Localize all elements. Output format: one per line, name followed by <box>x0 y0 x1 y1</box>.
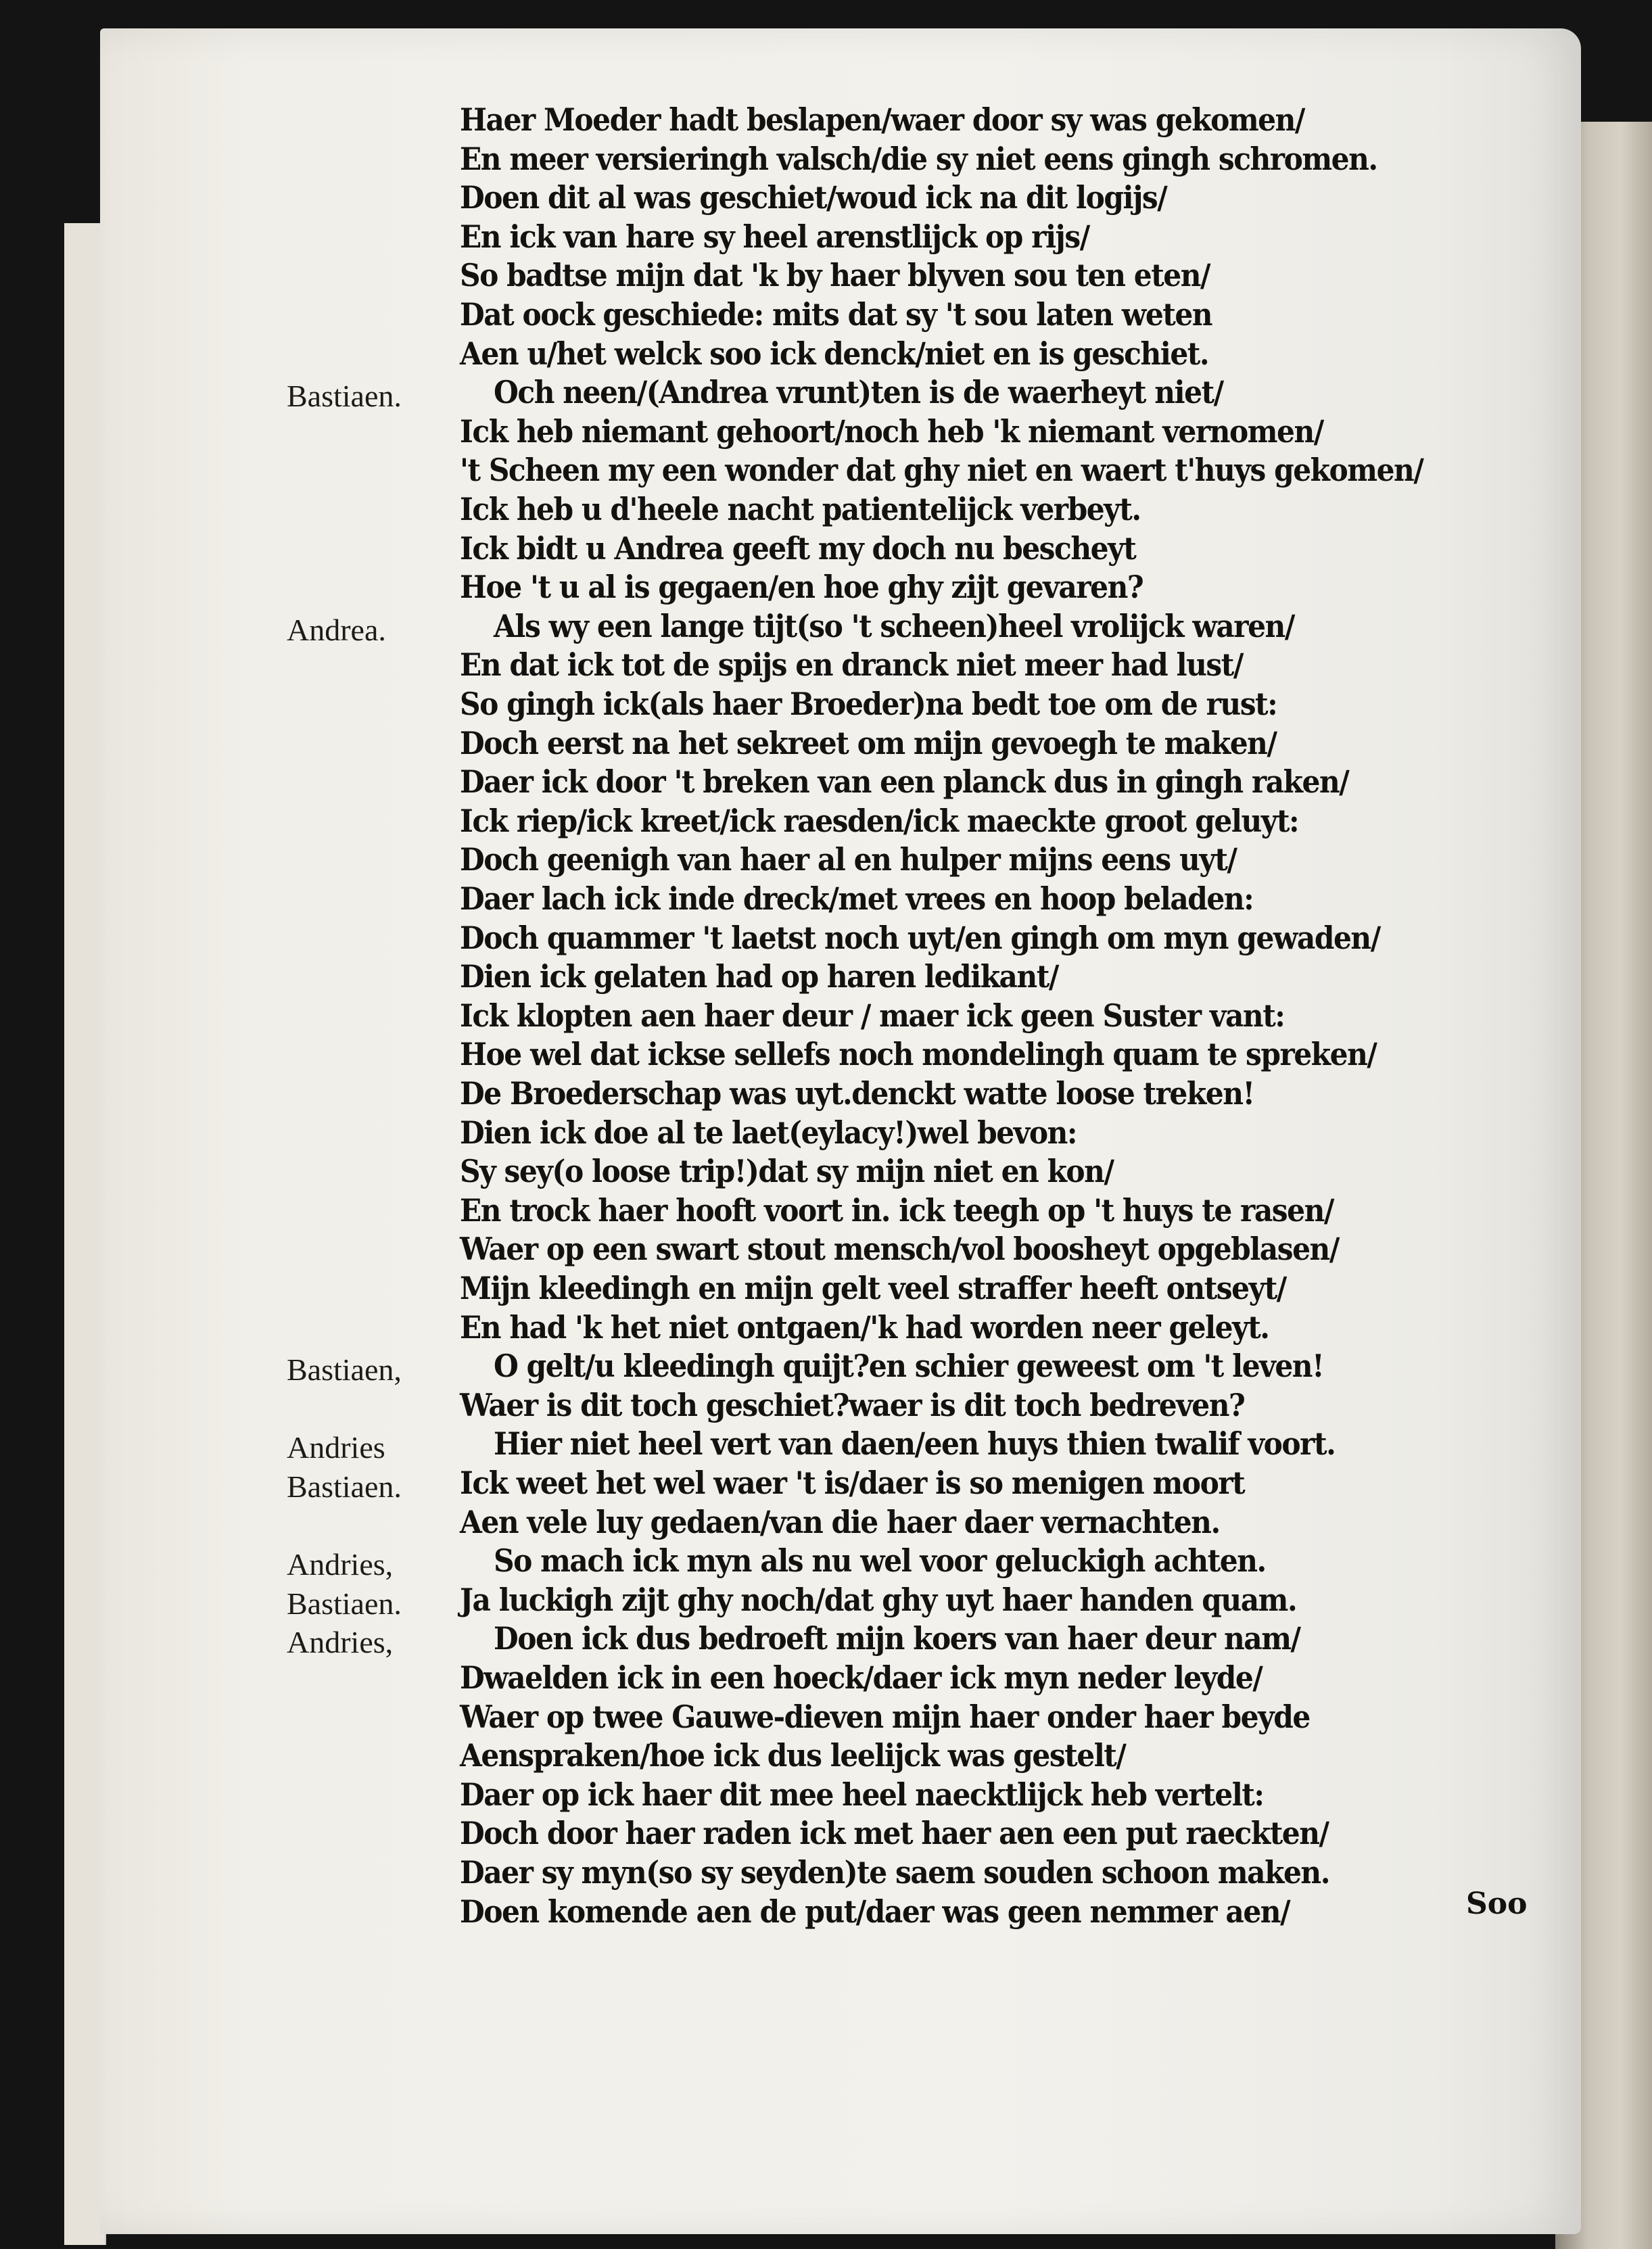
verse-line: De Broederschap was uyt.denckt watte loose treken! <box>460 1075 1254 1112</box>
verse-line: Hier niet heel vert van daen/een huys thien twalif voort. <box>494 1425 1336 1463</box>
speaker-name: Bastiaen. <box>287 1469 402 1504</box>
verse-line: Och neen/(Andrea vrunt)ten is de waerheyt niet/ <box>494 374 1223 411</box>
speaker-name: Bastiaen. <box>287 1586 402 1621</box>
verse-line: So gingh ick(als haer Broeder)na bedt toe om de rust: <box>460 686 1277 722</box>
verse-line: Ick klopten aen haer deur / maer ick geen Suster vant: <box>460 997 1285 1034</box>
verse-line: Dat oock geschiede: mits dat sy 't sou laten weten <box>460 296 1212 333</box>
verse-line: 't Scheen my een wonder dat ghy niet en waert t'huys gekomen/ <box>460 452 1423 489</box>
verse-line: En meer versieringh valsch/die sy niet eens gingh schromen. <box>460 140 1377 177</box>
verse-line: Aen u/het welck soo ick denck/niet en is geschiet. <box>460 335 1209 372</box>
verse-line: Ick heb niemant gehoort/noch heb 'k niemant vernomen/ <box>460 412 1323 450</box>
verse-line: O gelt/u kleedingh quijt?en schier geweest om 't leven! <box>494 1348 1324 1385</box>
verse-line: Ick weet het wel waer 't is/daer is so menigen moort <box>460 1465 1245 1501</box>
verse-line: En dat ick tot de spijs en dranck niet meer had lust/ <box>460 646 1243 684</box>
verse-line: Hoe wel dat ickse sellefs noch mondelingh quam te spreken/ <box>460 1036 1377 1073</box>
verse-line: Daer op ick haer dit mee heel naecktlijck heb vertelt: <box>460 1776 1264 1813</box>
verse-line: Ja luckigh zijt ghy noch/dat ghy uyt haer handen quam. <box>460 1581 1297 1618</box>
verse-line: Doen komende aen de put/daer was geen nemmer aen/ <box>460 1893 1290 1930</box>
verse-line: Daer lach ick inde dreck/met vrees en hoop beladen: <box>460 880 1254 917</box>
verse-line: Dien ick gelaten had op haren ledikant/ <box>460 958 1058 995</box>
verse-line: Aen vele luy gedaen/van die haer daer vernachten. <box>460 1503 1220 1540</box>
verse-line: Waer op een swart stout mensch/vol boosheyt opgeblasen/ <box>460 1231 1339 1268</box>
verse-line: So badtse mijn dat 'k by haer blyven sou ten eten/ <box>460 257 1210 294</box>
verse-line: Doch eerst na het sekreet om mijn gevoegh te maken/ <box>460 724 1277 761</box>
verse-line: Als wy een lange tijt(so 't scheen)heel vrolijck waren/ <box>494 607 1294 644</box>
verse-line: Dien ick doe al te laet(eylacy!)wel bevon: <box>460 1114 1077 1151</box>
verse-line: Doen dit al was geschiet/woud ick na dit logijs/ <box>460 179 1167 216</box>
verse-line: So mach ick myn als nu wel voor geluckigh achten. <box>494 1542 1266 1580</box>
speaker-name: Bastiaen, <box>287 1352 402 1388</box>
verse-line: Sy sey(o loose trip!)dat sy mijn niet en kon/ <box>460 1153 1114 1190</box>
catchword: Soo <box>1466 1887 1528 1921</box>
verse-line: Doen ick dus bedroeft mijn koers van haer deur nam/ <box>494 1620 1300 1657</box>
speaker-name: Bastiaen. <box>287 379 402 414</box>
verse-line: Dwaelden ick in een hoeck/daer ick myn neder leyde/ <box>460 1659 1262 1696</box>
speaker-name: Andries <box>287 1430 385 1465</box>
verse-line: Haer Moeder hadt beslapen/waer door sy was gekomen/ <box>460 101 1304 138</box>
verse-line: Daer sy myn(so sy seyden)te saem souden schoon maken. <box>460 1854 1329 1891</box>
verse-line: En trock haer hooft voort in. ick teegh op 't huys te rasen/ <box>460 1191 1334 1229</box>
verse-line: Daer ick door 't breken van een planck dus in gingh raken/ <box>460 763 1349 801</box>
verse-line: En had 'k het niet ontgaen/'k had worden neer geleyt. <box>460 1308 1269 1346</box>
verse-line: Mijn kleedingh en mijn gelt veel straffer heeft ontseyt/ <box>460 1270 1286 1306</box>
speaker-name: Andries, <box>287 1625 394 1660</box>
verse-line: Aenspraken/hoe ick dus leelijck was gestelt/ <box>460 1737 1126 1774</box>
verse-line: Waer is dit toch geschiet?waer is dit toch bedreven? <box>460 1386 1245 1423</box>
verse-line: En ick van hare sy heel arenstlijck op rijs/ <box>460 218 1089 255</box>
speaker-name: Andries, <box>287 1547 394 1582</box>
verse-line: Doch quammer 't laetst noch uyt/en gingh om myn gewaden/ <box>460 919 1380 956</box>
verse-line: Ick heb u d'heele nacht patientelijck verbeyt. <box>460 491 1141 527</box>
verse-line: Hoe 't u al is gegaen/en hoe ghy zijt gevaren? <box>460 569 1143 606</box>
verse-line: Doch door haer raden ick met haer aen een put raeckten/ <box>460 1815 1329 1852</box>
verse-line: Ick riep/ick kreet/ick raesden/ick maeckte groot geluyt: <box>460 802 1299 839</box>
verse-line: Waer op twee Gauwe-dieven mijn haer onder haer beyde <box>460 1698 1310 1735</box>
speaker-name: Andrea. <box>287 612 386 647</box>
verse-line: Doch geenigh van haer al en hulper mijns eens uyt/ <box>460 841 1237 878</box>
verse-line: Ick bidt u Andrea geeft my doch nu bescheyt <box>460 529 1136 567</box>
